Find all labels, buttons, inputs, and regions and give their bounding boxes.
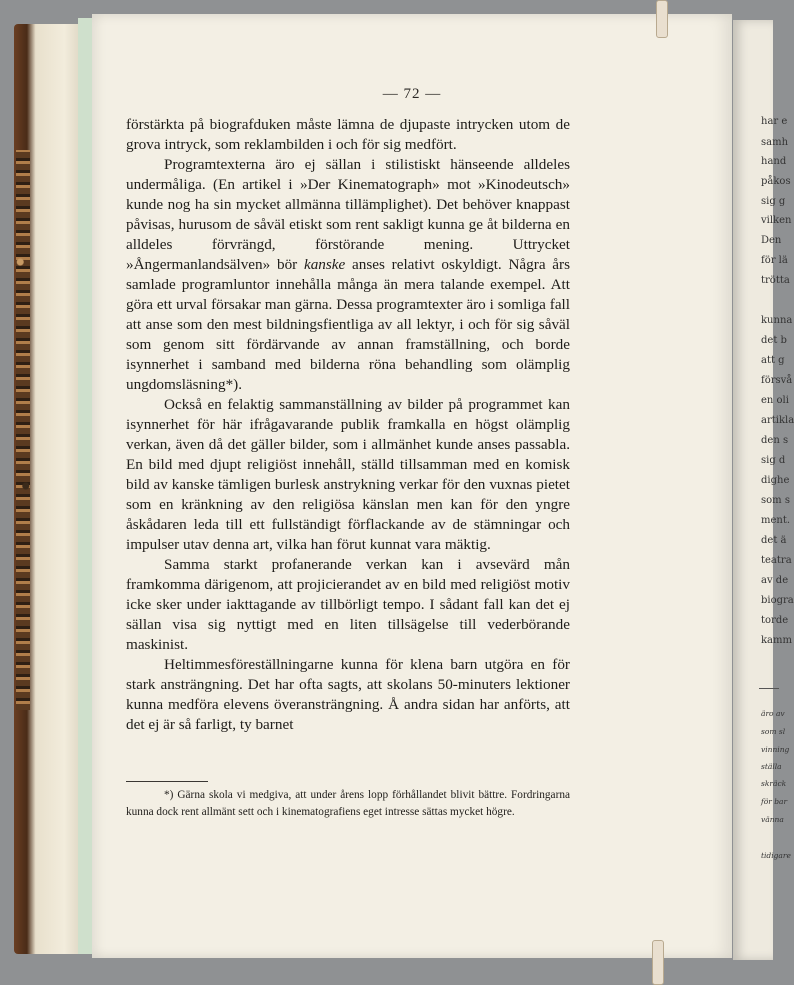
page-body-text — [126, 115, 570, 735]
adjacent-footnote-rule — [759, 688, 779, 689]
adjacent-page-text: den s — [761, 435, 789, 446]
adjacent-page-text: försvå — [761, 375, 793, 386]
paragraph — [126, 115, 570, 155]
paragraph-text: förstärkta på biografduken måste lämna de djupaste intrycken utom de grova intryck, som reklambilden i och för sig medfört. — [126, 116, 570, 153]
adjacent-page-text: artikla — [761, 415, 794, 426]
adjacent-page-text: som s — [761, 495, 790, 506]
adjacent-page-text: teatra — [761, 555, 792, 566]
paragraph-text: anses relativt oskyldigt. Några års samlade programluntor innehålla många än mera talande exempel. Att göra ett urval försakar man gärna. Dessa programtexter äro i somliga fall att anse som den mest bildningsfientliga av all lektyr, i och för sig såväl som genom sitt fördärvande av annan framställning, och borde isynnerhet i samband med bilderna röna behandling som olämplig ungdomsläsning*). — [126, 256, 570, 393]
adjacent-page-text: biogra — [761, 595, 794, 606]
paragraph — [126, 555, 570, 655]
adjacent-page-text: det ä — [761, 535, 787, 546]
adjacent-page-text: dighe — [761, 475, 790, 486]
adjacent-page-text: för lä — [761, 255, 788, 266]
adjacent-page-footnote-text: ställa — [761, 762, 782, 771]
paragraph — [126, 155, 570, 395]
adjacent-page-text: en oli — [761, 395, 789, 406]
bookmark-tab-top — [656, 0, 668, 38]
adjacent-page-text: kamm — [761, 635, 792, 646]
paragraph-text: Programtexterna äro ej sällan i stilistiskt hänseende alldeles undermåliga. (En artikel i »Der Kinematograph» mot »Kinodeutsch» kunde nog ha sin mycket allmänna tillämplighet). Det behöver knappast påvisas, hurusom de såväl etiskt som rent sakligt kunna ge åt bilderna en alldeles förvrängd, förstörande mening. Uttrycket »Ångermanlandsälven» bör — [126, 156, 570, 273]
paragraph — [126, 655, 570, 735]
adjacent-page-text: sig g — [761, 196, 786, 207]
adjacent-page-footnote-text: skräck — [761, 779, 787, 788]
adjacent-page-text: påkos — [761, 176, 791, 187]
adjacent-page-text: av de — [761, 575, 789, 586]
adjacent-page-footnote-text: tidigare — [761, 851, 791, 860]
footnote-separator — [126, 781, 208, 782]
adjacent-page-text: trötta — [761, 275, 790, 286]
emphasized-text: kanske — [303, 256, 346, 273]
paragraph-text: Samma starkt profanerande verkan kan i avsevärd mån framkomma därigenom, att projicierandet av en bild med religiöst motiv icke sker under iakttagande av tillbörligt tempo. I sådant fall kan det ej sällan visa sig nyttigt med en liten tillsägelse till vederbörande maskinist. — [126, 556, 570, 653]
adjacent-page-text: ment. — [761, 515, 791, 526]
adjacent-page-text: samh — [761, 137, 789, 148]
adjacent-page-footnote-text: för bar — [761, 797, 788, 806]
page-number: — 72 — — [382, 86, 442, 102]
adjacent-page-text: det b — [761, 335, 787, 346]
adjacent-page-edge — [733, 20, 794, 960]
adjacent-page-footnote-text: vinning — [761, 745, 790, 754]
adjacent-page-text: Den — [761, 235, 782, 246]
adjacent-page-text: har e — [761, 116, 788, 127]
footnote-text: *) Gärna skola vi medgiva, att under årens lopp förhållandet blivit bättre. Fordringarna kunna dock rent allmänt sett och i kinematografiens eget intresse sättas mycket högre. — [126, 789, 570, 818]
bookmark-tab-bottom — [652, 940, 664, 985]
marbled-page-edge — [16, 150, 30, 710]
adjacent-page-text: vilken — [761, 215, 792, 226]
adjacent-page-footnote-text: äro av — [761, 709, 785, 718]
paragraph — [126, 395, 570, 555]
footnote — [126, 787, 570, 821]
adjacent-page-text: sig d — [761, 455, 786, 466]
adjacent-page-text: att g — [761, 355, 785, 366]
paragraph-text: Också en felaktig sammanställning av bilder på programmet kan isynnerhet för här ifrågavarande publik framkalla en högst olämplig verkan, även då det gäller bilder, som i allmänhet kunde anses passabla. En bild med djupt religiöst innehåll, ställd tillsamman med en komisk bild av kanske tämligen burlesk anstrykning verkar för den vuxnas pietet som en kränkning av den religiösa känslan men kan för den yngre åskådaren leda till ett fullständigt förflackande av de stämningar och impulser utav denna art, vilka han förut kunnat vara mäktig. — [126, 396, 570, 553]
adjacent-page-footnote-text: vänna — [761, 815, 784, 824]
adjacent-page-footnote-text: som sl — [761, 727, 786, 736]
adjacent-page-text: kunna — [761, 315, 793, 326]
adjacent-page-text: torde — [761, 615, 789, 626]
adjacent-page-text: hand — [761, 156, 787, 167]
paragraph-text: Heltimmesföreställningarne kunna för klena barn utgöra en för stark ansträngning. Det har ofta sagts, att skolans 50-minuters lektioner kunna medföra elevens överansträngning. Å andra sidan har anförts, att det ej är så farligt, ty barnet — [126, 656, 570, 733]
